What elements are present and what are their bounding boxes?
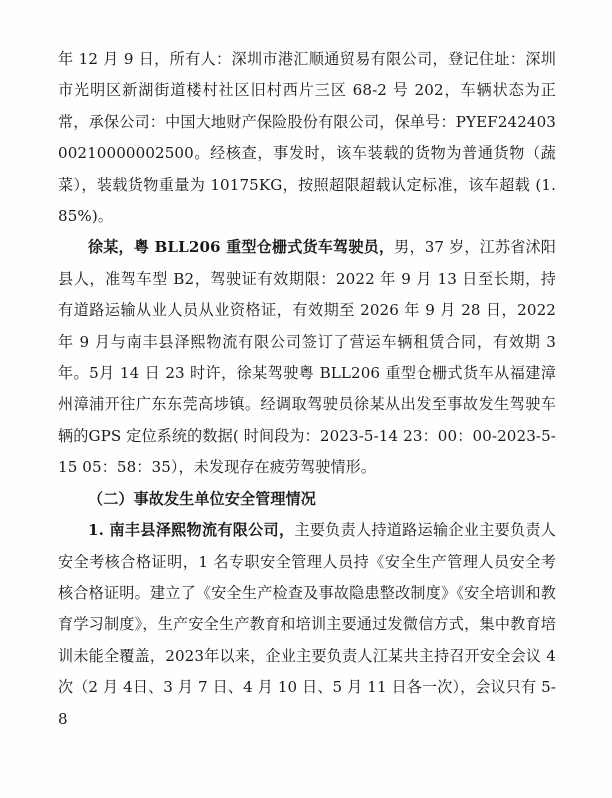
vehicle-registration-paragraph xyxy=(58,44,556,232)
document-body xyxy=(58,44,556,735)
driver-xu-paragraph-run-0: 徐某，粤 BLL206 重型仓栅式货车驾驶员， xyxy=(88,238,395,257)
company-nanfeng-zexi-paragraph-run-0: 1. 南丰县泽熙物流有限公司， xyxy=(88,521,295,540)
section-heading-safety-management xyxy=(58,484,556,515)
company-nanfeng-zexi-paragraph-run-1: 主要负责人持道路运输企业主要负责人安全考核合格证明，1 名专职安全管理人员持《安全生产管理人员安全考核合格证明。建立了《安全生产检查及事故隐患整改制度》《安全培训和教育学习制度》，生产安全生产教育和培训主要通过发微信方式，集中教育培训未能全覆盖，2023年以来，企业主要负责人江某共主持召开安全会议 4 次（2 月 4日、3 月 7 日、4 月 10 日、5 月 11 日各一次），会议只有 5-8 xyxy=(58,521,556,728)
driver-xu-paragraph xyxy=(58,232,556,483)
vehicle-registration-paragraph-run-0: 年 12 月 9 日，所有人：深圳市港汇顺通贸易有限公司，登记住址：深圳市光明区新湖街道楼村社区旧村西片三区 68-2 号 202，车辆状态为正常，承保公司：中国大地财产保险股份有限公司，保单号：PYEF24240300210000002500。经核查，事发时，该车装载的货物为普通货物（蔬菜），装载货物重量为 10175KG，按照超限超载认定标准，该车超载 (1.85%)。 xyxy=(58,50,556,226)
company-nanfeng-zexi-paragraph xyxy=(58,515,556,735)
section-heading-safety-management-run-0: （二）事故发生单位安全管理情况 xyxy=(88,489,316,508)
driver-xu-paragraph-run-1: 男，37 岁，江苏省沭阳县人，准驾车型 B2，驾驶证有效期限：2022 年 9 月 13 日至长期，持有道路运输从业人员从业资格证，有效期至 2026 年 9 月 28 日，2022 年 9 月与南丰县泽熙物流有限公司签订了营运车辆租赁合同，有效期 3 年。5月 14 日 23 时许，徐某驾驶粤 BLL206 重型仓栅式货车从福建漳州漳浦开往广东东莞高埗镇。经调取驾驶员徐某从出发至事故发生驾驶车辆的GPS 定位系统的数据( 时间段为：2023-5-14 23：00：00-2023-5-15 05：58：35），未发现存在疲劳驾驶情形。 xyxy=(58,238,556,477)
